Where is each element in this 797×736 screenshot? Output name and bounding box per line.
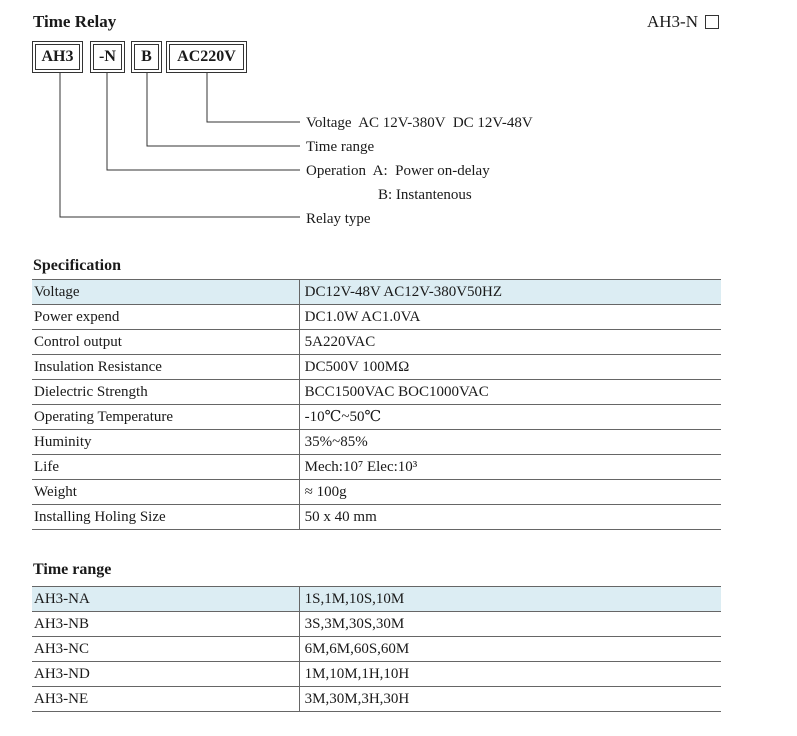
time-range-row — [32, 637, 721, 662]
time-range-leader-line — [147, 73, 300, 146]
spec-row — [32, 355, 721, 380]
time-range-table — [32, 586, 721, 712]
row-label: Weight — [32, 480, 299, 505]
row-value: 3S,3M,30S,30M — [299, 612, 721, 637]
row-value: BCC1500VAC BOC1000VAC — [299, 380, 721, 405]
code-part-voltage: AC220V — [169, 44, 244, 70]
row-label: Life — [32, 455, 299, 480]
row-value: 35%~85% — [299, 430, 721, 455]
row-label: AH3-NA — [32, 587, 299, 612]
row-label: Installing Holing Size — [32, 505, 299, 530]
time-range-label: Time range — [306, 139, 375, 155]
leader-lines — [60, 73, 300, 217]
row-label: AH3-NB — [32, 612, 299, 637]
operation-a-label: Operation A: Power on-delay — [306, 163, 490, 179]
operation-b-label: B: Instantenous — [378, 187, 472, 203]
row-value: Mech:10⁷ Elec:10³ — [299, 455, 721, 480]
spec-row — [32, 305, 721, 330]
time-range-row — [32, 612, 721, 637]
code-part-operation: -N — [93, 44, 122, 70]
spec-row — [32, 505, 721, 530]
spec-row — [32, 405, 721, 430]
spec-row — [32, 380, 721, 405]
row-label: Operating Temperature — [32, 405, 299, 430]
time-range-title: Time range — [33, 561, 112, 578]
row-value: DC12V-48V AC12V-380V50HZ — [299, 280, 721, 305]
relay-type-label: Relay type — [306, 211, 371, 227]
row-value: 1S,1M,10S,10M — [299, 587, 721, 612]
specification-table — [32, 279, 721, 530]
voltage-label: Voltage AC 12V-380V DC 12V-48V — [306, 115, 533, 131]
row-label: Insulation Resistance — [32, 355, 299, 380]
row-value: DC1.0W AC1.0VA — [299, 305, 721, 330]
time-range-row — [32, 687, 721, 712]
voltage-leader-line — [207, 73, 300, 122]
spec-row — [32, 455, 721, 480]
code-part-series: AH3 — [35, 44, 80, 70]
page-title: Time Relay — [33, 12, 117, 31]
row-value: 1M,10M,1H,10H — [299, 662, 721, 687]
model-label: AH3-N — [647, 12, 698, 31]
spec-row — [32, 330, 721, 355]
row-value: -10℃~50℃ — [299, 405, 721, 430]
row-label: AH3-ND — [32, 662, 299, 687]
spec-row — [32, 430, 721, 455]
row-label: Power expend — [32, 305, 299, 330]
row-value: 5A220VAC — [299, 330, 721, 355]
row-label: Huminity — [32, 430, 299, 455]
time-range-row — [32, 587, 721, 612]
code-diagram — [0, 0, 797, 240]
code-part-time-range: B — [134, 44, 159, 70]
row-value: DC500V 100MΩ — [299, 355, 721, 380]
relay-type-leader-line — [60, 73, 300, 217]
specification-title: Specification — [33, 257, 121, 274]
row-label: Dielectric Strength — [32, 380, 299, 405]
row-value: 6M,6M,60S,60M — [299, 637, 721, 662]
row-value: 3M,30M,3H,30H — [299, 687, 721, 712]
row-label: Control output — [32, 330, 299, 355]
row-value: 50 x 40 mm — [299, 505, 721, 530]
time-range-row — [32, 662, 721, 687]
row-value: ≈ 100g — [299, 480, 721, 505]
row-label: AH3-NE — [32, 687, 299, 712]
row-label: AH3-NC — [32, 637, 299, 662]
spec-row — [32, 280, 721, 305]
row-label: Voltage — [32, 280, 299, 305]
spec-row — [32, 480, 721, 505]
